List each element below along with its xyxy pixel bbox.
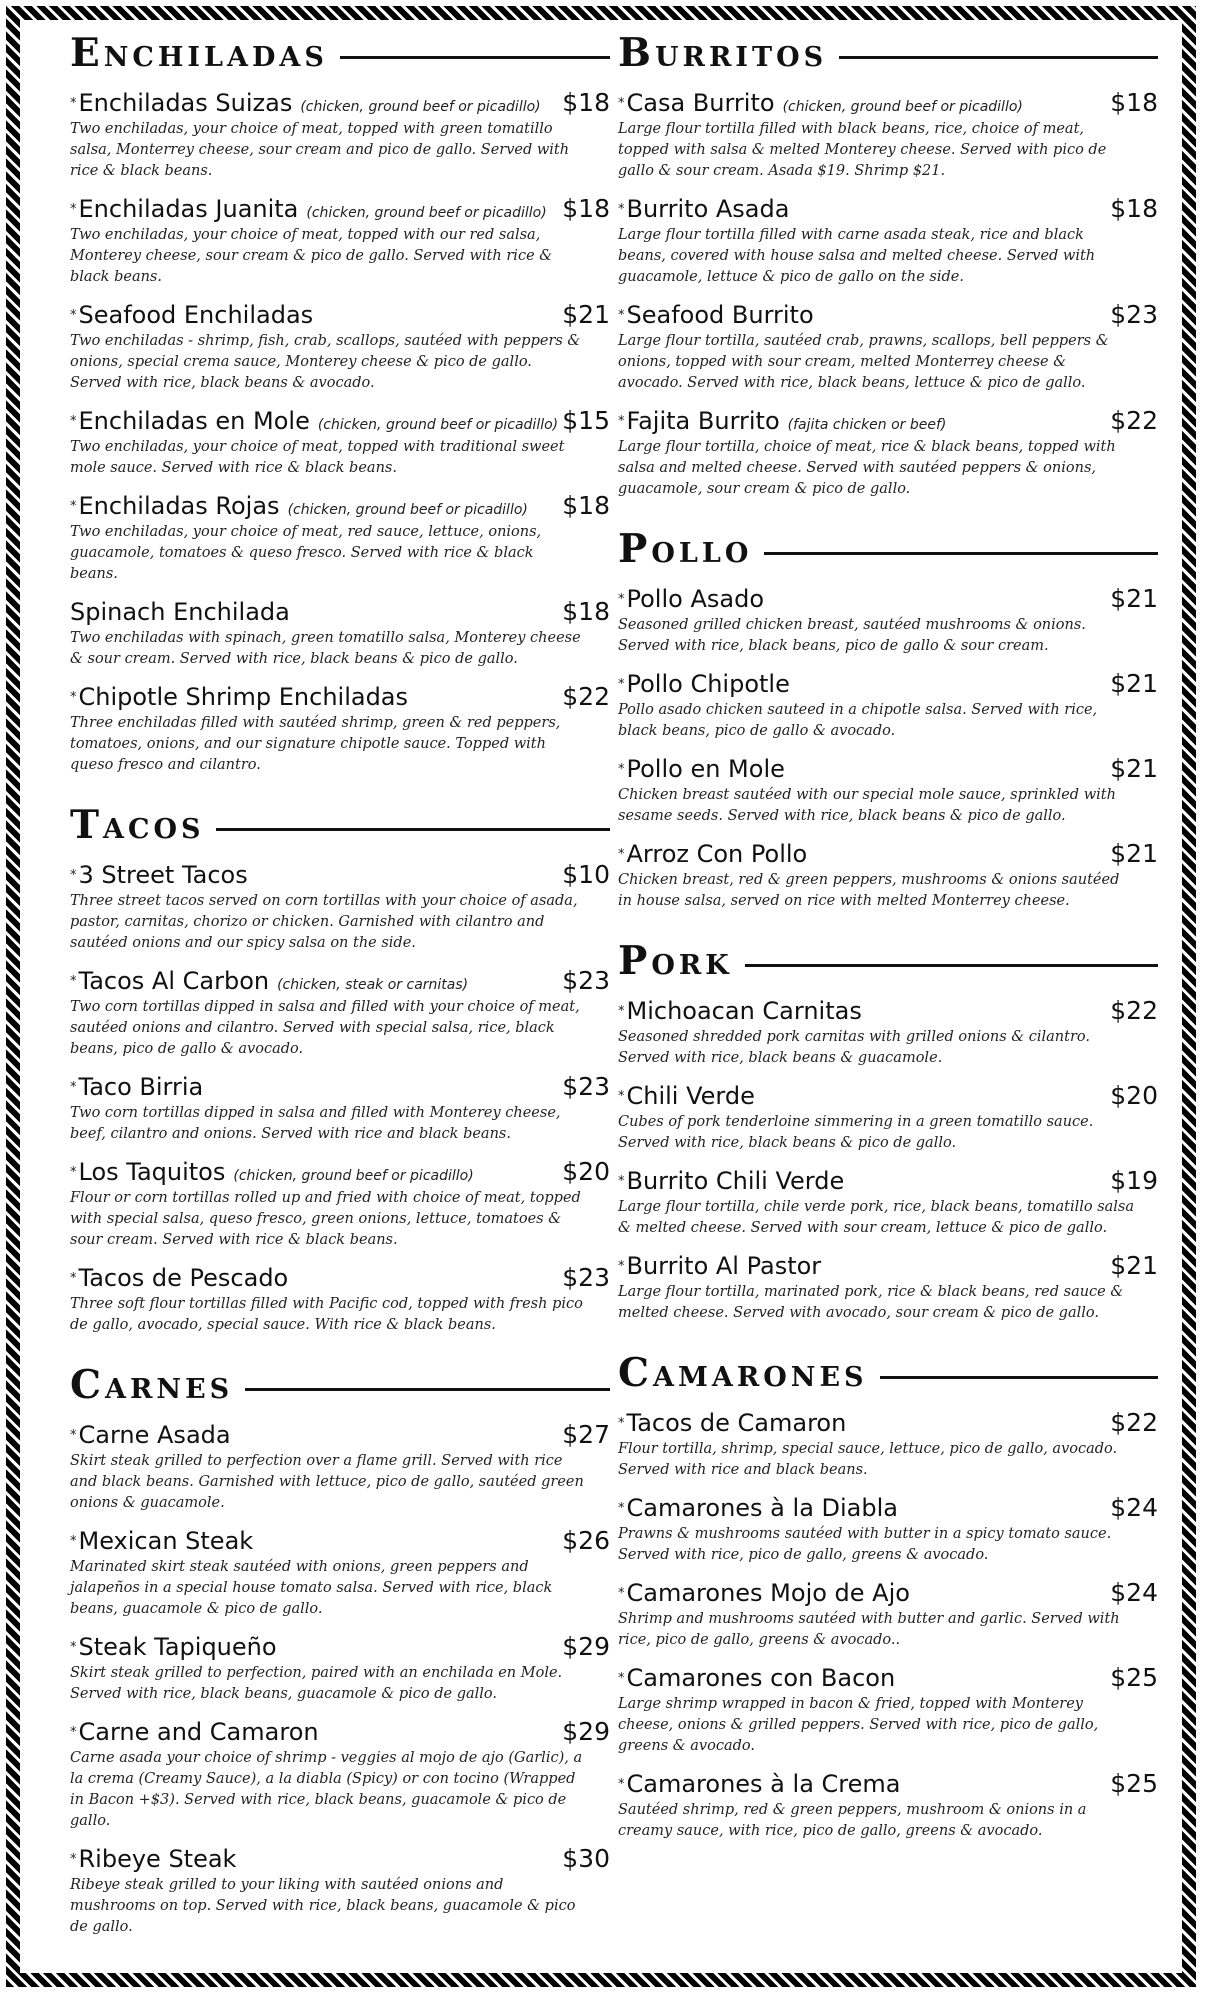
menu-item-name: Mexican Steak — [78, 1527, 254, 1555]
menu-item-price: $18 — [562, 194, 610, 223]
star-icon: * — [70, 414, 77, 429]
menu-item-description: Large flour tortilla, marinated pork, rice & black beans, red sauce & melted cheese. Served with avocado, sour cream & pico de gallo. — [618, 1284, 1124, 1321]
star-icon: * — [618, 762, 625, 777]
menu-item-header — [70, 1632, 610, 1661]
menu-item-camarones-a-la-crema — [618, 1769, 1158, 1842]
section-divider — [745, 964, 1158, 967]
menu-item-description: Sautéed shrimp, red & green peppers, mushroom & onions in a creamy sauce, with rice, pico de gallo, greens & avocado. — [618, 1802, 1087, 1839]
menu-item-description: Marinated skirt steak sautéed with onions, green peppers and jalapeños in a special house tomato salsa. Served with rice, black beans, guacamole & pico de gallo. — [70, 1559, 553, 1617]
menu-item-enchiladas-suizas — [70, 88, 610, 182]
menu-item-description: Large flour tortilla, choice of meat, rice & black beans, topped with salsa and melted cheese. Served with sautéed peppers & onions, guacamole, sour cream & pico de gallo. — [618, 439, 1116, 497]
menu-item-name: Enchiladas en Mole — [78, 407, 310, 435]
menu-item-description: Three street tacos served on corn tortillas with your choice of asada, pastor, carnitas, chorizo or chicken. Garnished with cilantro and sautéed onions and our spicy salsa on the side. — [70, 893, 578, 951]
menu-item-header — [70, 1420, 610, 1449]
menu-item-name: Enchiladas Rojas — [78, 492, 280, 520]
section-header — [70, 26, 610, 80]
section-title: Pollo — [618, 526, 753, 572]
menu-item-ribeye-steak — [70, 1844, 610, 1938]
menu-item-name: Camarones à la Crema — [626, 1770, 901, 1798]
menu-item-description: Cubes of pork tenderloine simmering in a green tomatillo sauce. Served with rice, black beans & pico de gallo. — [618, 1114, 1094, 1151]
menu-item-header — [618, 194, 1158, 223]
menu-item-name: Seafood Enchiladas — [78, 301, 314, 329]
star-icon: * — [70, 202, 77, 217]
star-icon: * — [618, 414, 625, 429]
menu-item-name: Arroz Con Pollo — [626, 840, 808, 868]
menu-item-los-taquitos — [70, 1157, 610, 1251]
menu-item-header — [70, 597, 610, 626]
star-icon: * — [618, 202, 625, 217]
menu-item-description: Ribeye steak grilled to your liking with sautéed onions and mushrooms on top. Served with rice, black beans, guacamole & pico de gallo. — [70, 1877, 576, 1935]
menu-item-description: Shrimp and mushrooms sautéed with butter and garlic. Served with rice, pico de gallo, greens & avocado.. — [618, 1611, 1120, 1648]
menu-item-name: 3 Street Tacos — [78, 861, 248, 889]
menu-item-price: $26 — [562, 1526, 610, 1555]
menu-item-name: Casa Burrito — [626, 89, 775, 117]
menu-item-name: Carne and Camaron — [78, 1718, 319, 1746]
menu-item-header — [70, 966, 610, 995]
menu-item-price: $21 — [1110, 839, 1158, 868]
menu-item-description: Pollo asado chicken sauteed in a chipotle salsa. Served with rice, black beans, pico de gallo & avocado. — [618, 702, 1098, 739]
menu-item-name: Spinach Enchilada — [70, 598, 290, 626]
menu-item-price: $18 — [1110, 88, 1158, 117]
left-column — [70, 26, 610, 1960]
section-header — [618, 934, 1158, 988]
menu-item-header — [618, 1251, 1158, 1280]
menu-item-fajita-burrito — [618, 406, 1158, 500]
star-icon: * — [70, 1165, 77, 1180]
menu-item-price: $20 — [1110, 1081, 1158, 1110]
menu-section-camarones — [618, 1346, 1158, 1842]
star-icon: * — [618, 96, 625, 111]
menu-item-options: (chicken, ground beef or picadillo) — [233, 1168, 474, 1184]
menu-item-price: $21 — [1110, 754, 1158, 783]
menu-item-description: Large flour tortilla, sautéed crab, prawns, scallops, bell peppers & onions, topped with sour cream, melted Monterrey cheese & avocado. Served with rice, black beans, lettuce & pico de gallo. — [618, 333, 1109, 391]
menu-item-header — [70, 406, 610, 435]
star-icon: * — [618, 592, 625, 607]
menu-item-name: Pollo en Mole — [626, 755, 785, 783]
menu-item-name: Burrito Chili Verde — [626, 1167, 845, 1195]
star-icon: * — [70, 1428, 77, 1443]
menu-item-taco-birria — [70, 1072, 610, 1145]
menu-item-price: $19 — [1110, 1166, 1158, 1195]
menu-item-name: Steak Tapiqueño — [78, 1633, 277, 1661]
menu-item-header — [70, 1263, 610, 1292]
menu-item-description: Large shrimp wrapped in bacon & fried, topped with Monterey cheese, onions & grilled peppers. Served with rice, pico de gallo, greens & avocado. — [618, 1696, 1099, 1754]
star-icon: * — [70, 1640, 77, 1655]
star-icon: * — [618, 1089, 625, 1104]
star-icon: * — [618, 1777, 625, 1792]
star-icon: * — [70, 96, 77, 111]
menu-item-pollo-asado — [618, 584, 1158, 657]
menu-item-description: Large flour tortilla, chile verde pork, rice, black beans, tomatillo salsa & melted cheese. Served with sour cream, lettuce & pico de gallo. — [618, 1199, 1135, 1236]
menu-item-price: $18 — [562, 88, 610, 117]
menu-item-description: Two corn tortillas dipped in salsa and filled with your choice of meat, sautéed onions and cilantro. Served with special salsa, rice, black beans, pico de gallo & avocado. — [70, 999, 580, 1057]
menu-item-price: $23 — [1110, 300, 1158, 329]
star-icon: * — [618, 308, 625, 323]
menu-item-header — [618, 1166, 1158, 1195]
menu-item-spinach-enchilada — [70, 597, 610, 670]
menu-item-header — [618, 1493, 1158, 1522]
menu-item-chili-verde — [618, 1081, 1158, 1154]
star-icon: * — [618, 1004, 625, 1019]
section-title: Burritos — [618, 30, 828, 76]
section-header — [618, 522, 1158, 576]
menu-item-burrito-asada — [618, 194, 1158, 288]
menu-item-header — [70, 1526, 610, 1555]
menu-item-name: Burrito Al Pastor — [626, 1252, 822, 1280]
menu-item-name: Chipotle Shrimp Enchiladas — [78, 683, 409, 711]
menu-item-name: Fajita Burrito — [626, 407, 780, 435]
menu-item-price: $25 — [1110, 1769, 1158, 1798]
section-title: Pork — [618, 938, 733, 984]
menu-item-options: (chicken, ground beef or picadillo) — [317, 417, 559, 433]
menu-item-description: Two enchiladas, your choice of meat, topped with traditional sweet mole sauce. Served with rice & black beans. — [70, 439, 565, 476]
menu-page — [30, 26, 1184, 1976]
menu-item-seafood-enchiladas — [70, 300, 610, 394]
right-column — [618, 26, 1158, 1864]
menu-item-tacos-de-camaron — [618, 1408, 1158, 1481]
section-title: Enchiladas — [70, 30, 328, 76]
section-title: Tacos — [70, 802, 205, 848]
menu-item-enchiladas-juanita — [70, 194, 610, 288]
menu-item-name: Enchiladas Suizas — [78, 89, 293, 117]
menu-item-header — [618, 996, 1158, 1025]
section-divider — [340, 56, 610, 59]
section-divider — [880, 1376, 1158, 1379]
menu-item-pollo-chipotle — [618, 669, 1158, 742]
menu-item-mexican-steak — [70, 1526, 610, 1620]
menu-item-price: $23 — [562, 966, 610, 995]
menu-item-description: Prawns & mushrooms sautéed with butter in a spicy tomato sauce. Served with rice, pico de gallo, greens & avocado. — [618, 1526, 1112, 1563]
menu-item-price: $22 — [1110, 1408, 1158, 1437]
menu-item-options: (chicken, ground beef or picadillo) — [782, 99, 1023, 115]
menu-item-name: Camarones con Bacon — [626, 1664, 896, 1692]
menu-item-name: Camarones à la Diabla — [626, 1494, 898, 1522]
section-header — [70, 798, 610, 852]
menu-item-camarones-a-la-diabla — [618, 1493, 1158, 1566]
menu-item-name: Ribeye Steak — [78, 1845, 237, 1873]
menu-item-name: Seafood Burrito — [626, 301, 814, 329]
menu-item-carne-and-camaron — [70, 1717, 610, 1832]
menu-item-header — [618, 1663, 1158, 1692]
menu-item-name: Chili Verde — [626, 1082, 755, 1110]
menu-item-price: $22 — [562, 682, 610, 711]
menu-section-pork — [618, 934, 1158, 1324]
menu-section-pollo — [618, 522, 1158, 912]
menu-item-price: $10 — [562, 860, 610, 889]
menu-item-header — [618, 754, 1158, 783]
menu-item-seafood-burrito — [618, 300, 1158, 394]
menu-item-header — [618, 1769, 1158, 1798]
menu-item-description: Flour or corn tortillas rolled up and fried with choice of meat, topped with special salsa, queso fresco, green onions, lettuce, tomatoes & sour cream. Served with rice & black beans. — [70, 1190, 581, 1248]
menu-item-header — [70, 1157, 610, 1186]
menu-item-header — [618, 300, 1158, 329]
star-icon: * — [70, 690, 77, 705]
menu-item-pollo-en-mole — [618, 754, 1158, 827]
menu-item-tacos-de-pescado — [70, 1263, 610, 1336]
menu-item-header — [618, 669, 1158, 698]
menu-item-price: $29 — [562, 1632, 610, 1661]
menu-section-burritos — [618, 26, 1158, 500]
menu-item-price: $24 — [1110, 1493, 1158, 1522]
section-divider — [245, 1388, 610, 1391]
section-header — [70, 1358, 610, 1412]
menu-item-enchiladas-rojas — [70, 491, 610, 585]
menu-item-price: $20 — [562, 1157, 610, 1186]
star-icon: * — [618, 847, 625, 862]
menu-item-header — [70, 88, 610, 117]
menu-item-header — [618, 839, 1158, 868]
menu-item-burrito-chili-verde — [618, 1166, 1158, 1239]
menu-item-name: Taco Birria — [78, 1073, 204, 1101]
star-icon: * — [70, 1534, 77, 1549]
menu-item-burrito-al-pastor — [618, 1251, 1158, 1324]
section-header — [618, 26, 1158, 80]
menu-item-description: Skirt steak grilled to perfection, paired with an enchilada en Mole. Served with rice, black beans, guacamole & pico de gallo. — [70, 1665, 563, 1702]
menu-item-michoacan-carnitas — [618, 996, 1158, 1069]
menu-item-price: $21 — [562, 300, 610, 329]
menu-item-header — [70, 300, 610, 329]
menu-item-description: Chicken breast, red & green peppers, mushrooms & onions sautéed in house salsa, served on rice with melted Monterrey cheese. — [618, 872, 1120, 909]
menu-item-price: $21 — [1110, 584, 1158, 613]
star-icon: * — [618, 1416, 625, 1431]
menu-item-carne-asada — [70, 1420, 610, 1514]
menu-item-options: (fajita chicken or beef) — [787, 417, 947, 433]
menu-item-price: $21 — [1110, 669, 1158, 698]
menu-item-name: Tacos Al Carbon — [78, 967, 270, 995]
star-icon: * — [70, 868, 77, 883]
menu-item-description: Seasoned grilled chicken breast, sautéed mushrooms & onions. Served with rice, black beans, pico de gallo & sour cream. — [618, 617, 1086, 654]
menu-item-options: (chicken, ground beef or picadillo) — [287, 502, 528, 518]
menu-item-description: Two enchiladas, your choice of meat, topped with our red salsa, Monterey cheese, sour cream & pico de gallo. Served with rice & black beans. — [70, 227, 553, 285]
menu-item-header — [618, 88, 1158, 117]
star-icon: * — [70, 1271, 77, 1286]
menu-item-header — [70, 1844, 610, 1873]
star-icon: * — [618, 1671, 625, 1686]
star-icon: * — [70, 974, 77, 989]
menu-item-price: $22 — [1110, 996, 1158, 1025]
menu-item-name: Tacos de Camaron — [626, 1409, 847, 1437]
menu-item-description: Flour tortilla, shrimp, special sauce, lettuce, pico de gallo, avocado. Served with rice and black beans. — [618, 1441, 1118, 1478]
menu-item-tacos-al-carbon — [70, 966, 610, 1060]
menu-item-price: $29 — [562, 1717, 610, 1746]
menu-item-description: Two corn tortillas dipped in salsa and filled with Monterey cheese, beef, cilantro and onions. Served with rice and black beans. — [70, 1105, 561, 1142]
menu-item-header — [70, 491, 610, 520]
menu-item-enchiladas-en-mole — [70, 406, 610, 479]
menu-item-description: Two enchiladas - shrimp, fish, crab, scallops, sautéed with peppers & onions, special crema sauce, Monterey cheese & pico de gallo. Served with rice, black beans & avocado. — [70, 333, 581, 391]
menu-item-header — [70, 682, 610, 711]
menu-section-enchiladas — [70, 26, 610, 776]
menu-item-name: Los Taquitos — [78, 1158, 226, 1186]
menu-section-carnes — [70, 1358, 610, 1938]
menu-item-header — [70, 860, 610, 889]
menu-item-name: Tacos de Pescado — [78, 1264, 289, 1292]
menu-item-price: $25 — [1110, 1663, 1158, 1692]
menu-item-description: Three enchiladas filled with sautéed shrimp, green & red peppers, tomatoes, onions, and our signature chipotle sauce. Topped with queso fresco and cilantro. — [70, 715, 561, 773]
star-icon: * — [618, 677, 625, 692]
menu-item-name: Carne Asada — [78, 1421, 231, 1449]
menu-item-header — [70, 194, 610, 223]
section-divider — [216, 828, 610, 831]
menu-item-header — [618, 1081, 1158, 1110]
menu-item-description: Seasoned shredded pork carnitas with grilled onions & cilantro. Served with rice, black beans & guacamole. — [618, 1029, 1090, 1066]
menu-item-price: $18 — [1110, 194, 1158, 223]
menu-section-tacos — [70, 798, 610, 1336]
menu-item-chipotle-shrimp-enchiladas — [70, 682, 610, 776]
menu-item-header — [70, 1717, 610, 1746]
menu-item-name: Burrito Asada — [626, 195, 790, 223]
menu-item-price: $22 — [1110, 406, 1158, 435]
section-divider — [839, 56, 1158, 59]
menu-item-steak-tapiqueno — [70, 1632, 610, 1705]
menu-item-name: Michoacan Carnitas — [626, 997, 862, 1025]
menu-item-camarones-mojo-de-ajo — [618, 1578, 1158, 1651]
menu-item-price: $18 — [562, 597, 610, 626]
menu-item-price: $18 — [562, 491, 610, 520]
menu-item-price: $30 — [562, 1844, 610, 1873]
menu-item-description: Large flour tortilla filled with black beans, rice, choice of meat, topped with salsa & melted Monterey cheese. Served with pico de gallo & sour cream. Asada $19. Shrimp $21. — [618, 121, 1107, 179]
menu-item-price: $15 — [562, 406, 610, 435]
menu-item-description: Large flour tortilla filled with carne asada steak, rice and black beans, covered with house salsa and melted cheese. Served with guacamole, lettuce & pico de gallo on the side. — [618, 227, 1096, 285]
menu-item-header — [618, 1408, 1158, 1437]
section-divider — [764, 552, 1158, 555]
menu-item-name: Pollo Chipotle — [626, 670, 790, 698]
menu-item-price: $21 — [1110, 1251, 1158, 1280]
menu-item-price: $23 — [562, 1263, 610, 1292]
star-icon: * — [70, 1725, 77, 1740]
section-title: Camarones — [618, 1350, 868, 1396]
star-icon: * — [618, 1259, 625, 1274]
menu-item-price: $27 — [562, 1420, 610, 1449]
menu-item-header — [618, 1578, 1158, 1607]
menu-item-name: Enchiladas Juanita — [78, 195, 299, 223]
menu-item-options: (chicken, ground beef or picadillo) — [306, 205, 547, 221]
menu-item-name: Camarones Mojo de Ajo — [626, 1579, 910, 1607]
menu-item-casa-burrito — [618, 88, 1158, 182]
menu-item-price: $24 — [1110, 1578, 1158, 1607]
menu-item-description: Three soft flour tortillas filled with Pacific cod, topped with fresh pico de gallo, avocado, special sauce. With rice & black beans. — [70, 1296, 583, 1333]
menu-item-price: $23 — [562, 1072, 610, 1101]
menu-item-header — [618, 406, 1158, 435]
menu-item-description: Two enchiladas, your choice of meat, topped with green tomatillo salsa, Monterrey cheese, sour cream and pico de gallo. Served with rice & black beans. — [70, 121, 570, 179]
menu-item-description: Two enchiladas, your choice of meat, red sauce, lettuce, onions, guacamole, tomatoes & queso fresco. Served with rice & black beans. — [70, 524, 542, 582]
menu-item-options: (chicken, ground beef or picadillo) — [300, 99, 541, 115]
star-icon: * — [70, 499, 77, 514]
menu-item-name: Pollo Asado — [626, 585, 764, 613]
menu-item-description: Two enchiladas with spinach, green tomatillo salsa, Monterey cheese & sour cream. Served with rice, black beans & pico de gallo. — [70, 630, 581, 667]
star-icon: * — [70, 1852, 77, 1867]
menu-item-options: (chicken, steak or carnitas) — [277, 977, 469, 993]
star-icon: * — [70, 1080, 77, 1095]
menu-item-description: Chicken breast sautéed with our special mole sauce, sprinkled with sesame seeds. Served with rice, black beans & pico de gallo. — [618, 787, 1116, 824]
menu-item-header — [70, 1072, 610, 1101]
star-icon: * — [618, 1586, 625, 1601]
menu-item-3-street-tacos — [70, 860, 610, 954]
menu-item-description: Skirt steak grilled to perfection over a flame grill. Served with rice and black beans. Garnished with lettuce, pico de gallo, sautéed green onions & guacamole. — [70, 1453, 584, 1511]
menu-item-header — [618, 584, 1158, 613]
star-icon: * — [618, 1174, 625, 1189]
section-title: Carnes — [70, 1362, 234, 1408]
section-header — [618, 1346, 1158, 1400]
star-icon: * — [70, 308, 77, 323]
menu-item-description: Carne asada your choice of shrimp - veggies al mojo de ajo (Garlic), a la crema (Creamy Sauce), a la diabla (Spicy) or con tocino (Wrapped in Bacon +$3). Served with rice, black beans, guacamole & pico de gallo. — [70, 1750, 583, 1829]
menu-item-camarones-con-bacon — [618, 1663, 1158, 1757]
star-icon: * — [618, 1501, 625, 1516]
menu-item-arroz-con-pollo — [618, 839, 1158, 912]
